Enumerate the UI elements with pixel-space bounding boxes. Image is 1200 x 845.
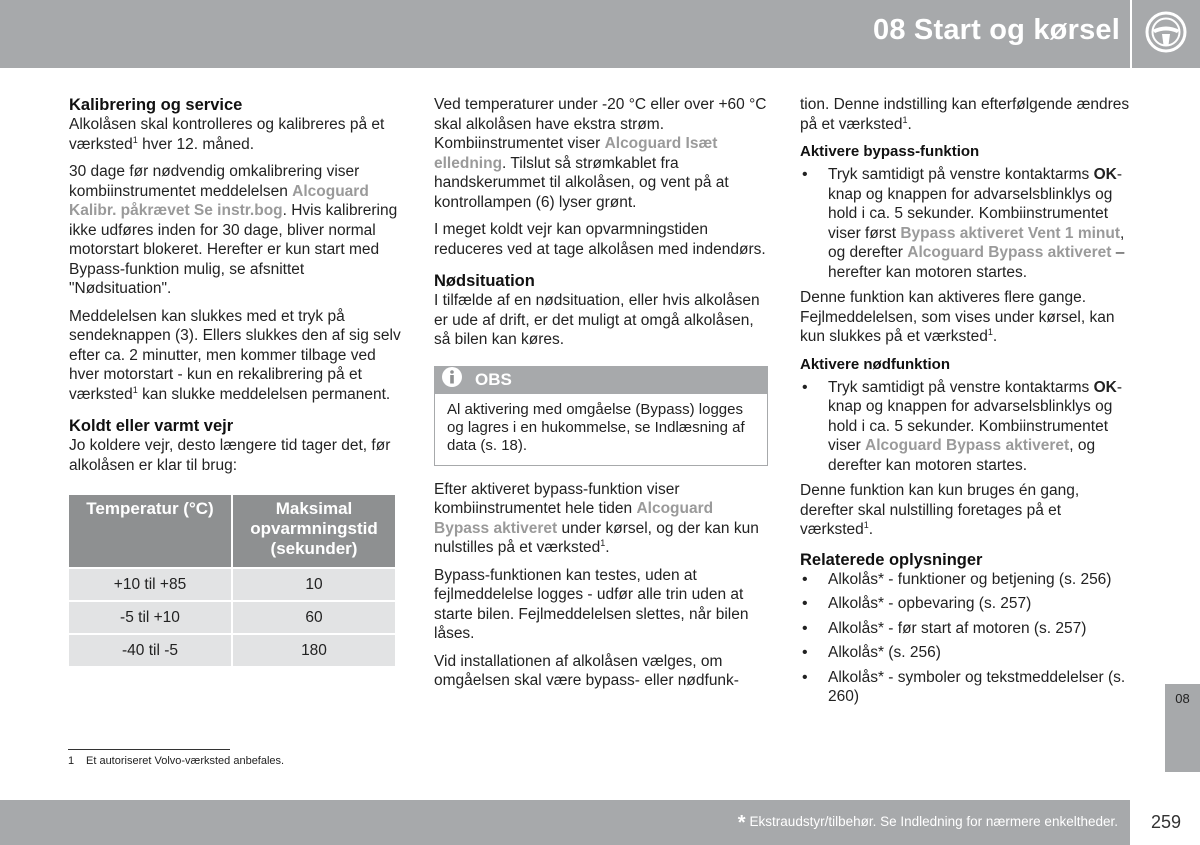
display-message: Alcoguard Bypass aktiveret (434, 500, 714, 537)
steering-wheel-icon (1143, 9, 1189, 60)
bypass-steps (800, 165, 1134, 282)
chapter-title: 08 Start og kørsel (873, 14, 1120, 46)
heading-koldt-vejr: Koldt eller varmt vejr (69, 417, 234, 435)
paragraph: I meget koldt vejr kan opvarmningstiden reduceres ved at tage alkolåsen med indendørs. (434, 221, 766, 258)
table-cell: -40 til -5 (69, 635, 231, 666)
footer-note (738, 812, 1118, 835)
column-2 (434, 95, 768, 699)
table-cell: -5 til +10 (69, 602, 231, 633)
chapter-tab (1165, 684, 1200, 772)
heading-aktivere-nodfunktion: Aktivere nødfunktion (800, 355, 951, 373)
paragraph: Jo koldere vejr, desto længere tid tager det, før alkolåsen er klar til brug: (69, 437, 391, 474)
paragraph: I tilfælde af en nødsituation, eller hvis alkolåsen er ude af drift, er det muligt at omgå alkolåsen, så bilen kan køres. (434, 292, 760, 348)
obs-text: Al aktivering med omgåelse (Bypass) logges og lagres i en hukommelse, se Indlæsning af data (s. 18). (447, 400, 745, 454)
footnote-text: Et autoriseret Volvo-værksted anbefales. (86, 755, 285, 767)
info-icon (439, 366, 465, 394)
list-item: • Tryk samtidigt på venstre kontaktarms OK-knap og knappen for advarselsblinklys og hold i ca. 5 sekunder. Kombiinstrumentet viser Alcoguard Bypass aktiveret, og derefter kan motoren startes. (800, 378, 1134, 476)
related-link[interactable]: • Alkolås* (s. 256) (800, 643, 1134, 663)
related-link[interactable]: • Alkolås* - opbevaring (s. 257) (800, 594, 1134, 614)
display-message: Alcoguard Bypass aktiveret (865, 437, 1070, 454)
footnote (68, 755, 284, 767)
column-1 (69, 95, 401, 668)
paragraph: Fejlmeddelelsen, som vises under kørsel, kan kun slukkes på et værksted$^1$. (800, 308, 1115, 345)
paragraph: Alkolåsen skal kontrolleres og kalibreres på et værksted$^1$ hver 12. måned. (69, 116, 385, 153)
table-row (69, 635, 395, 666)
footer-note-text: Ekstraudstyr/tilbehør. Se Indledning for nærmere enkeltheder. (749, 814, 1118, 829)
list-item: • Tryk samtidigt på venstre kontaktarms OK-knap og knappen for advarselsblinklys og hold i ca. 5 sekunder. Kombiinstrumentet viser først Bypass aktiveret Vent 1 minut, og derefter Alcoguard Bypass aktiveret – herefter kan motoren startes. (800, 165, 1134, 282)
heading-nodsituation: Nødsituation (434, 272, 535, 290)
table-cell: +10 til +85 (69, 569, 231, 600)
nodfunktion-steps (800, 378, 1134, 476)
table-header-warmup-time: Maksimal opvarmningstid (sekunder) (233, 495, 395, 567)
footnote-divider (68, 749, 230, 750)
header-icon-box (1132, 0, 1200, 68)
related-link[interactable]: • Alkolås* - før start af motoren (s. 257) (800, 619, 1134, 639)
chapter-tab-label: 08 (1175, 691, 1190, 706)
column-3 (800, 95, 1134, 712)
table-row (69, 602, 395, 633)
obs-header (435, 367, 767, 394)
table-row (69, 569, 395, 600)
table-cell: 10 (233, 569, 395, 600)
display-message: Bypass aktiveret Vent 1 minut (900, 224, 1121, 242)
related-link[interactable]: • Alkolås* - symboler og tekstmeddelelser (s. 260) (800, 668, 1134, 707)
paragraph: Denne funktion kan kun bruges én gang, derefter skal nulstilling foretages på et værksted$^1$. (800, 482, 1080, 538)
display-message: Alcoguard Bypass aktiveret (907, 244, 1112, 261)
table-cell: 60 (233, 602, 395, 633)
paragraph: Denne funktion kan aktiveres flere gange. (800, 289, 1087, 306)
paragraph: Efter aktiveret bypass-funktion viser kombiinstrumentet hele tiden Alcoguard Bypass aktiveret under kørsel, og der kan kun nulstilles på et værksted$^1$. (434, 480, 759, 556)
footnote-number: 1 (68, 755, 75, 767)
display-message: Alcoguard Isæt elledning (434, 135, 718, 172)
page-number: 259 (1150, 812, 1182, 832)
table-header-temperature: Temperatur (°C) (69, 495, 231, 567)
paragraph: tion. Denne indstilling kan efterfølgende ændres på et værksted$^1$. (800, 96, 1130, 133)
heading-kalibrering: Kalibrering og service (69, 96, 243, 114)
obs-note-box (434, 366, 768, 466)
display-message: Alcoguard Kalibr. påkrævet Se instr.bog (69, 182, 369, 219)
warmup-table (67, 493, 397, 668)
heading-aktivere-bypass: Aktivere bypass-funktion (800, 143, 980, 160)
related-links (800, 570, 1134, 707)
asterisk: * (737, 812, 746, 834)
obs-title: OBS (475, 370, 512, 390)
paragraph: Bypass-funktionen kan testes, uden at fejlmeddelelse logges - udfør alle trin uden at starte bilen. Fejlmeddelelsen slettes, når bilen låses. (434, 566, 749, 642)
paragraph: Meddelelsen kan slukkes med et tryk på sendeknappen (3). Ellers slukkes den af sig selv efter ca. 2 minutter, men kommer tilbage ved hver motorstart - kun en rekalibrering på et værksted$^1$ kan slukke meddelelsen permanent. (69, 307, 401, 403)
table-cell: 180 (233, 635, 395, 666)
related-link[interactable]: • Alkolås* - funktioner og betjening (s. 256) (800, 570, 1134, 590)
paragraph: Vid installationen af alkolåsen vælges, om omgåelsen skal være bypass- eller nødfunk- (434, 652, 739, 689)
paragraph: 30 dage før nødvendig omkalibrering viser kombiinstrumentet meddelelsen Alcoguard Kalibr. påkrævet Se instr.bog. Hvis kalibrering ikke udføres inden for 30 dage, bliver normal motorstart blokeret. Herefter er kun start med Bypass-funktion mulig, se afsnittet "Nødsituation". (69, 163, 398, 297)
heading-relaterede: Relaterede oplysninger (800, 550, 983, 569)
paragraph: Ved temperaturer under -20 °C eller over +60 °C skal alkolåsen have ekstra strøm. Kombiinstrumentet viser Alcoguard Isæt elledning. Tilslut så strømkablet fra handskerummet til alkolåsen, og vent på at kontrollampen (6) lyser grønt. (434, 96, 767, 211)
